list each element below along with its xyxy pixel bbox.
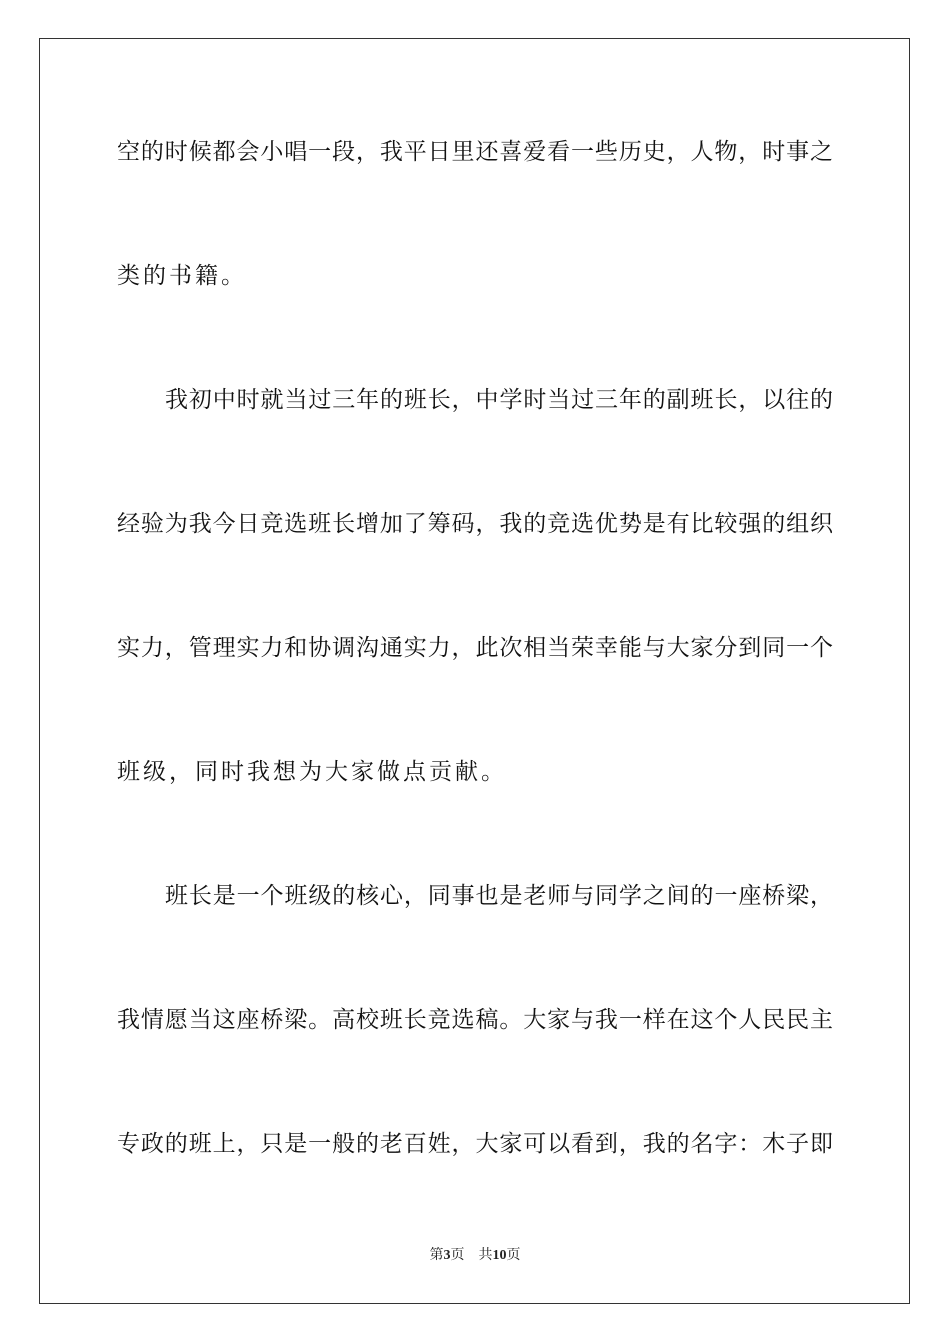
- body-line-7: 班长是一个班级的核心，同事也是老师与同学之间的一座桥梁，: [165, 883, 833, 909]
- body-line-2: 类的书籍。: [117, 263, 247, 289]
- body-line-9: 专政的班上，只是一般的老百姓，大家可以看到，我的名字：木子即: [117, 1131, 833, 1157]
- page-suffix: 页: [450, 1248, 465, 1263]
- page-footer: [0, 1246, 950, 1266]
- body-line-3: 我初中时就当过三年的班长，中学时当过三年的副班长，以往的: [165, 387, 833, 413]
- body-line-1: 空的时候都会小唱一段，我平日里还喜爱看一些历史，人物，时事之: [117, 139, 833, 165]
- page-prefix: 第: [429, 1248, 444, 1263]
- total-pages: 10: [492, 1248, 507, 1263]
- total-prefix: 共: [478, 1248, 493, 1263]
- body-line-8: 我情愿当这座桥梁。高校班长竞选稿。大家与我一样在这个人民民主: [117, 1007, 833, 1033]
- body-line-4: 经验为我今日竞选班长增加了筹码，我的竞选优势是有比较强的组织: [117, 511, 833, 537]
- page-number: 3: [443, 1248, 451, 1263]
- body-line-6: 班级，同时我想为大家做点贡献。: [117, 759, 507, 785]
- page-border: [39, 38, 910, 1304]
- body-line-5: 实力，管理实力和协调沟通实力，此次相当荣幸能与大家分到同一个: [117, 635, 833, 661]
- total-suffix: 页: [506, 1248, 521, 1263]
